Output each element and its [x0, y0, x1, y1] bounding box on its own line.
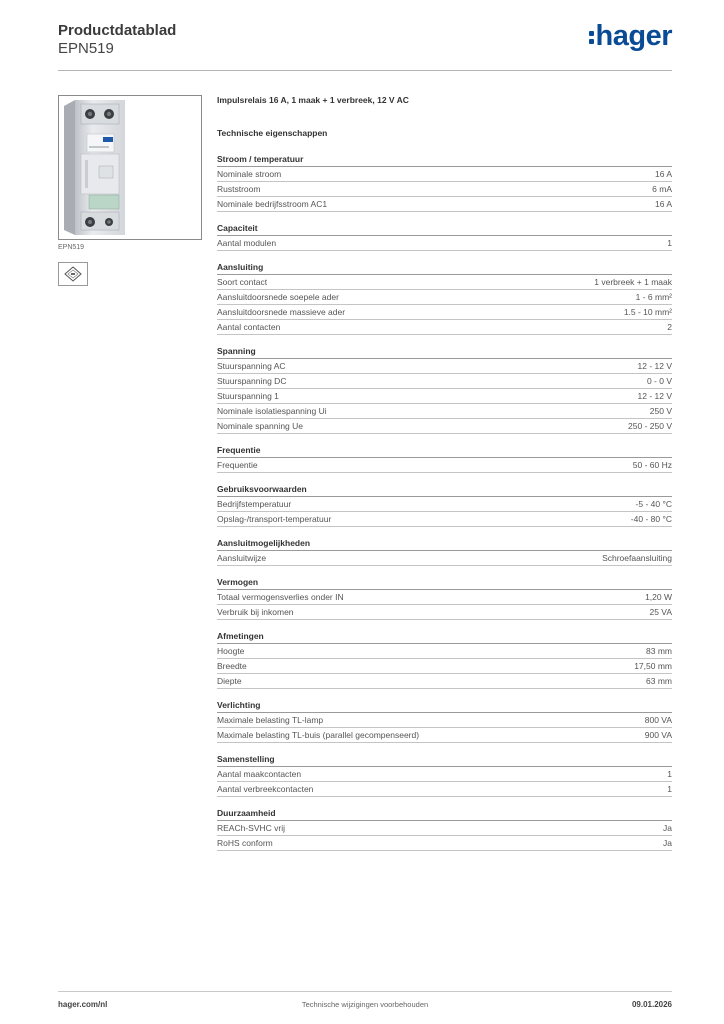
property-label: Aantal maakcontacten [217, 769, 302, 779]
image-caption: EPN519 [58, 244, 85, 251]
property-row [217, 590, 672, 605]
property-row [217, 644, 672, 659]
property-label: Nominale bedrijfsstroom AC1 [217, 199, 328, 209]
property-label: Frequentie [217, 460, 258, 470]
property-row [217, 458, 672, 473]
property-label: Stuurspanning DC [217, 376, 287, 386]
property-row [217, 182, 672, 197]
property-value: 6 mA [652, 184, 672, 194]
group-title: Afmetingen [217, 630, 672, 644]
logo-dots-icon [589, 26, 595, 46]
property-label: Ruststroom [217, 184, 261, 194]
property-value: 16 A [654, 199, 672, 209]
property-row [217, 275, 672, 290]
property-group [217, 807, 672, 851]
logo-text: hager [595, 20, 672, 52]
property-row [217, 236, 672, 251]
property-row [217, 359, 672, 374]
property-value: 25 VA [649, 607, 672, 617]
property-row [217, 404, 672, 419]
property-label: Totaal vermogensverlies onder IN [217, 592, 344, 602]
property-label: Aansluitwijze [217, 553, 267, 563]
property-group [217, 576, 672, 620]
property-label: Verbruik bij inkomen [217, 607, 294, 617]
property-label: Aantal contacten [217, 322, 281, 332]
relay-device-icon [59, 96, 201, 239]
document-title: Productdatablad [58, 22, 177, 39]
product-description: Impulsrelais 16 A, 1 maak + 1 verbreek, 12 V AC [217, 95, 409, 105]
property-groups [217, 153, 672, 851]
property-value: 1 [667, 784, 672, 794]
property-row [217, 728, 672, 743]
property-row [217, 512, 672, 527]
property-label: RoHS conform [217, 838, 273, 848]
group-title: Duurzaamheid [217, 807, 672, 821]
property-row [217, 167, 672, 182]
ce-mark-icon [58, 262, 88, 286]
group-title: Verlichting [217, 699, 672, 713]
property-label: Aantal verbreekcontacten [217, 784, 314, 794]
property-value: 17,50 mm [634, 661, 672, 671]
property-value: 1,20 W [645, 592, 672, 602]
property-label: Nominale spanning Ue [217, 421, 303, 431]
property-value: Ja [663, 838, 672, 848]
property-group [217, 444, 672, 473]
group-title: Capaciteit [217, 222, 672, 236]
property-value: 16 A [654, 169, 672, 179]
property-group [217, 630, 672, 689]
property-row [217, 659, 672, 674]
property-group [217, 261, 672, 335]
property-row [217, 497, 672, 512]
property-value: 83 mm [646, 646, 672, 656]
property-row [217, 836, 672, 851]
property-value: 1 verbreek + 1 maak [594, 277, 672, 287]
property-group [217, 699, 672, 743]
property-label: Maximale belasting TL-lamp [217, 715, 324, 725]
datasheet-content [217, 95, 672, 861]
property-label: Breedte [217, 661, 247, 671]
property-label: Aansluitdoorsnede massieve ader [217, 307, 346, 317]
property-row [217, 821, 672, 836]
property-value: -40 - 80 °C [630, 514, 672, 524]
property-group [217, 483, 672, 527]
group-title: Gebruiksvoorwaarden [217, 483, 672, 497]
group-title: Frequentie [217, 444, 672, 458]
property-row [217, 290, 672, 305]
property-row [217, 551, 672, 566]
property-value: 1.5 - 10 mm² [623, 307, 672, 317]
property-value: 0 - 0 V [646, 376, 672, 386]
group-title: Samenstelling [217, 753, 672, 767]
property-label: Nominale stroom [217, 169, 282, 179]
property-row [217, 389, 672, 404]
footer-date: 09.01.2026 [631, 1000, 672, 1009]
group-title: Aansluiting [217, 261, 672, 275]
property-value: 12 - 12 V [637, 391, 672, 401]
property-value: 250 V [649, 406, 672, 416]
hager-logo [589, 20, 672, 53]
property-row [217, 320, 672, 335]
property-value: Ja [663, 823, 672, 833]
property-value: -5 - 40 °C [635, 499, 672, 509]
property-group [217, 345, 672, 434]
property-row [217, 767, 672, 782]
property-group [217, 753, 672, 797]
page-footer [58, 991, 672, 1009]
property-value: 1 [667, 238, 672, 248]
property-label: Stuurspanning AC [217, 361, 286, 371]
property-label: Opslag-/transport-temperatuur [217, 514, 332, 524]
footer-notice: Technische wijzigingen voorbehouden [301, 1000, 429, 1009]
group-title: Stroom / temperatuur [217, 153, 672, 167]
property-group [217, 153, 672, 212]
property-label: Aansluitdoorsnede soepele ader [217, 292, 339, 302]
property-label: Aantal modulen [217, 238, 277, 248]
property-row [217, 674, 672, 689]
group-title: Vermogen [217, 576, 672, 590]
property-label: Bedrijfstemperatuur [217, 499, 292, 509]
property-label: Diepte [217, 676, 242, 686]
property-value: 1 - 6 mm² [635, 292, 672, 302]
property-label: Stuurspanning 1 [217, 391, 279, 401]
property-value: 1 [667, 769, 672, 779]
property-row [217, 419, 672, 434]
property-row [217, 374, 672, 389]
footer-website: hager.com/nl [58, 1000, 108, 1009]
property-value: Schroefaansluiting [602, 553, 672, 563]
property-row [217, 197, 672, 212]
property-label: REACh-SVHC vrij [217, 823, 286, 833]
property-row [217, 782, 672, 797]
property-label: Soort contact [217, 277, 268, 287]
property-group [217, 537, 672, 566]
property-value: 50 - 60 Hz [632, 460, 672, 470]
property-value: 2 [667, 322, 672, 332]
property-value: 250 - 250 V [628, 421, 672, 431]
property-row [217, 605, 672, 620]
product-image [58, 95, 202, 240]
property-value: 63 mm [646, 676, 672, 686]
property-label: Nominale isolatiespanning Ui [217, 406, 327, 416]
properties-heading: Technische eigenschappen [217, 128, 328, 138]
property-group [217, 222, 672, 251]
property-row [217, 713, 672, 728]
group-title: Spanning [217, 345, 672, 359]
property-label: Hoogte [217, 646, 245, 656]
property-value: 12 - 12 V [637, 361, 672, 371]
product-code: EPN519 [58, 40, 114, 57]
group-title: Aansluitmogelijkheden [217, 537, 672, 551]
property-label: Maximale belasting TL-buis (parallel gecompenseerd) [217, 730, 420, 740]
page-header [58, 20, 672, 71]
property-value: 800 VA [644, 715, 672, 725]
property-row [217, 305, 672, 320]
property-value: 900 VA [644, 730, 672, 740]
